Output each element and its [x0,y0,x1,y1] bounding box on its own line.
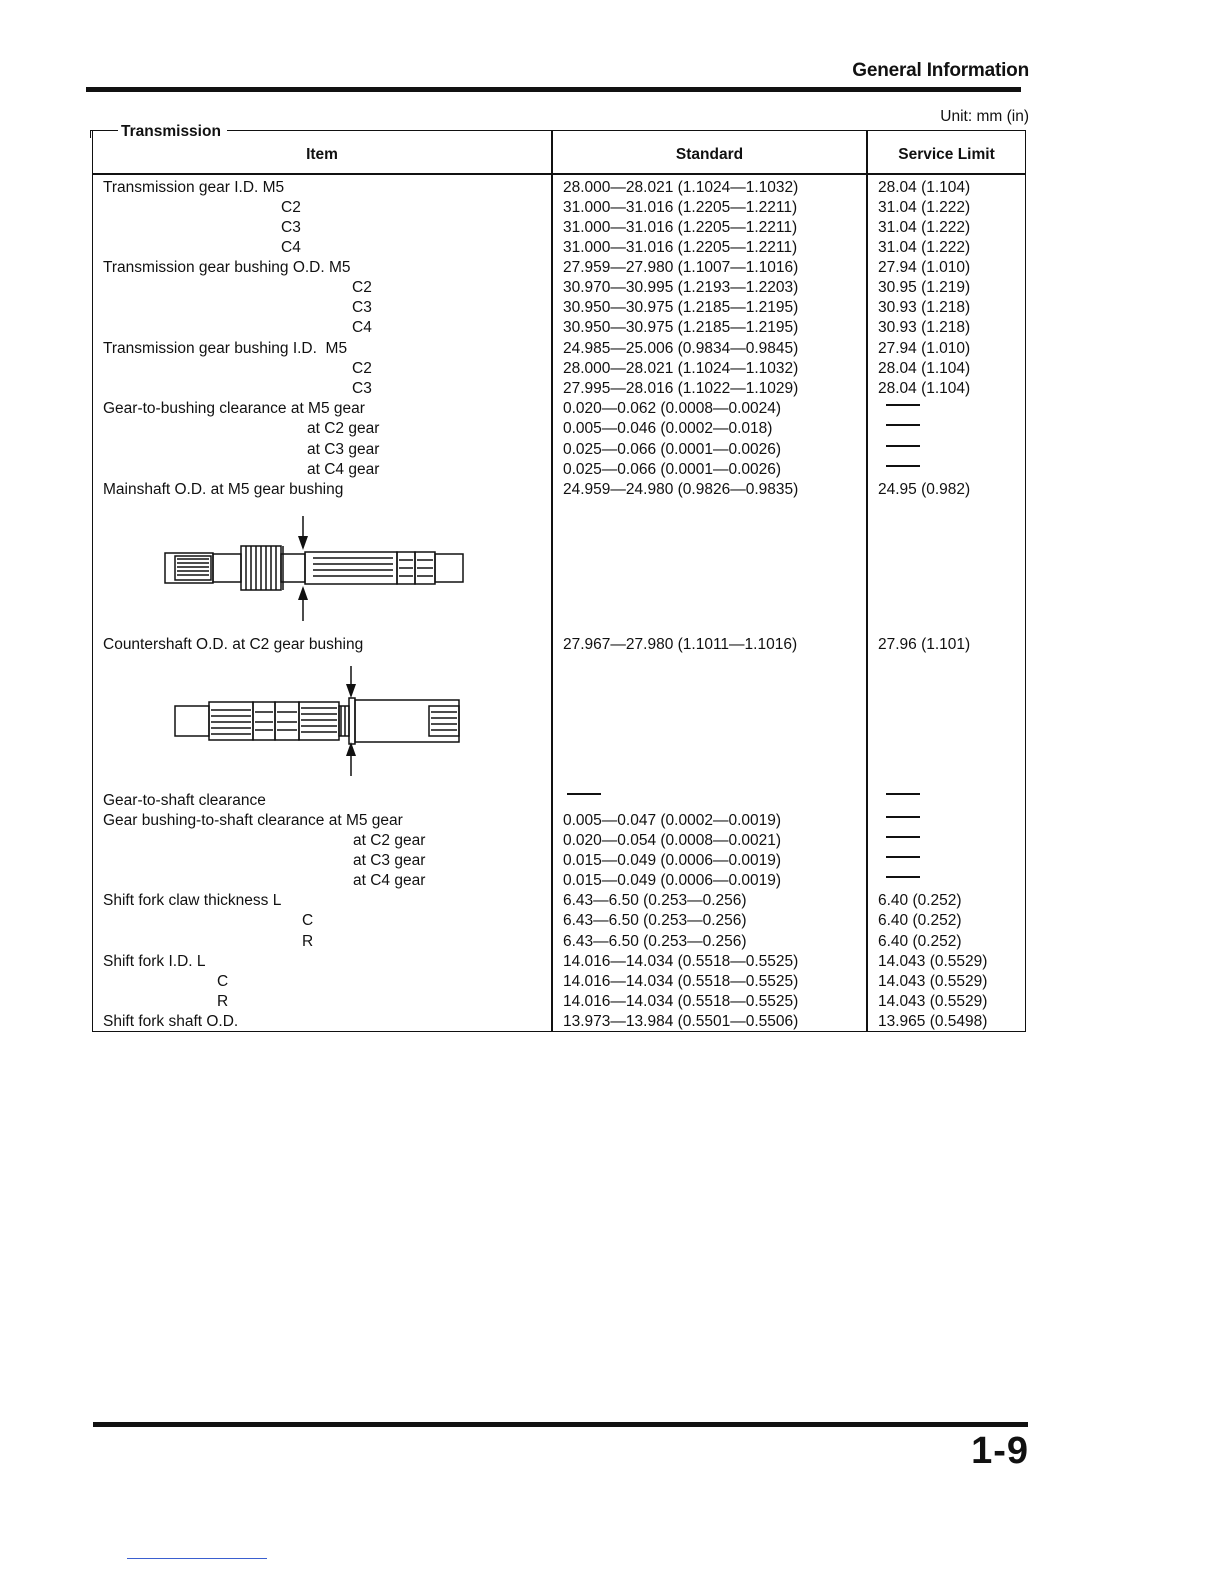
standard-value: 28.000—28.021 (1.1024—1.1032) [563,360,799,377]
service-limit-dash [886,856,920,858]
column-divider [551,131,553,1031]
item-label: Shift fork I.D. L [103,953,206,970]
footer-rule [93,1422,1028,1427]
service-limit-value: 28.04 (1.104) [878,360,971,377]
section-label: Transmission [118,123,227,141]
item-sub-label: C4 [352,319,372,336]
bottom-link-underline [127,1558,267,1559]
service-limit-value: 31.04 (1.222) [878,239,971,256]
column-header-standard: Standard [675,146,744,163]
page-number: 1-9 [971,1430,1029,1472]
standard-value: 6.43—6.50 (0.253—0.256) [563,933,747,950]
item-sub-label: R [217,993,229,1010]
item-label: Shift fork shaft O.D. [103,1013,239,1030]
standard-dash [567,793,601,795]
service-limit-value: 31.04 (1.222) [878,199,971,216]
service-limit-value: 28.04 (1.104) [878,179,971,196]
item-sub-label: at C2 gear [307,420,380,437]
column-header-service-limit: Service Limit [898,146,995,163]
service-limit-value: 31.04 (1.222) [878,219,971,236]
standard-value: 6.43—6.50 (0.253—0.256) [563,912,747,929]
item-label: Mainshaft O.D. at M5 gear bushing [103,481,344,498]
standard-value: 13.973—13.984 (0.5501—0.5506) [563,1013,799,1030]
standard-value: 30.970—30.995 (1.2193—1.2203) [563,279,799,296]
item-sub-label: C3 [352,299,372,316]
standard-value: 6.43—6.50 (0.253—0.256) [563,892,747,909]
service-limit-value: 13.965 (0.5498) [878,1013,988,1030]
item-sub-label: C3 [352,380,372,397]
item-sub-label: C3 [281,219,301,236]
standard-value: 30.950—30.975 (1.2185—1.2195) [563,299,799,316]
standard-value: 27.995—28.016 (1.1022—1.1029) [563,380,799,397]
spec-table [92,130,1026,1032]
service-limit-dash [886,445,920,447]
service-limit-dash [886,465,920,467]
standard-value: 27.959—27.980 (1.1007—1.1016) [563,259,799,276]
page-header-title: General Information [852,60,1029,81]
service-limit-value: 6.40 (0.252) [878,912,962,929]
standard-value: 14.016—14.034 (0.5518—0.5525) [563,953,799,970]
item-sub-label: C [217,973,229,990]
standard-value: 28.000—28.021 (1.1024—1.1032) [563,179,799,196]
standard-value: 14.016—14.034 (0.5518—0.5525) [563,973,799,990]
item-sub-label: at C3 gear [353,852,426,869]
item-sub-label: at C3 gear [307,441,380,458]
standard-value: 24.985—25.006 (0.9834—0.9845) [563,340,799,357]
service-limit-value: 28.04 (1.104) [878,380,971,397]
standard-value: 0.025—0.066 (0.0001—0.0026) [563,461,782,478]
standard-value: 30.950—30.975 (1.2185—1.2195) [563,319,799,336]
standard-value: 0.020—0.062 (0.0008—0.0024) [563,400,782,417]
item-sub-label: at C4 gear [307,461,380,478]
standard-value: 31.000—31.016 (1.2205—1.2211) [563,219,798,236]
service-limit-value: 6.40 (0.252) [878,892,962,909]
standard-value: 0.005—0.047 (0.0002—0.0019) [563,812,782,829]
standard-value: 0.005—0.046 (0.0002—0.018) [563,420,773,437]
service-limit-value: 14.043 (0.5529) [878,953,988,970]
service-limit-dash [886,876,920,878]
service-limit-value: 30.93 (1.218) [878,299,971,316]
header-divider [93,173,1025,175]
standard-value: 14.016—14.034 (0.5518—0.5525) [563,993,799,1010]
item-label: Transmission gear bushing I.D. M5 [103,340,348,357]
standard-value: 0.015—0.049 (0.0006—0.0019) [563,852,782,869]
standard-value: 24.959—24.980 (0.9826—0.9835) [563,481,799,498]
service-limit-value: 27.94 (1.010) [878,259,971,276]
column-header-item: Item [306,146,338,163]
service-limit-value: 27.96 (1.101) [878,636,971,653]
column-divider [866,131,868,1031]
item-label: Transmission gear bushing O.D. M5 [103,259,351,276]
item-sub-label: at C2 gear [353,832,426,849]
item-label: Countershaft O.D. at C2 gear bushing [103,636,364,653]
item-sub-label: R [302,933,314,950]
service-limit-value: 14.043 (0.5529) [878,993,988,1010]
item-label: Gear-to-bushing clearance at M5 gear [103,400,365,417]
service-limit-value: 30.93 (1.218) [878,319,971,336]
item-sub-label: C4 [281,239,301,256]
item-label: Transmission gear I.D. M5 [103,179,285,196]
item-sub-label: at C4 gear [353,872,426,889]
unit-label: Unit: mm (in) [940,108,1029,125]
section-tick [90,130,91,138]
item-sub-label: C2 [281,199,301,216]
item-sub-label: C2 [352,360,372,377]
service-limit-dash [886,793,920,795]
service-limit-dash [886,816,920,818]
item-sub-label: C [302,912,314,929]
item-label: Shift fork claw thickness L [103,892,282,909]
service-limit-dash [886,404,920,406]
service-limit-value: 30.95 (1.219) [878,279,971,296]
service-limit-value: 14.043 (0.5529) [878,973,988,990]
standard-value: 0.020—0.054 (0.0008—0.0021) [563,832,782,849]
standard-value: 0.025—0.066 (0.0001—0.0026) [563,441,782,458]
mainshaft-diagram [163,516,468,626]
service-limit-value: 27.94 (1.010) [878,340,971,357]
service-limit-value: 6.40 (0.252) [878,933,962,950]
item-label: Gear-to-shaft clearance [103,792,266,809]
standard-value: 0.015—0.049 (0.0006—0.0019) [563,872,782,889]
item-sub-label: C2 [352,279,372,296]
service-limit-dash [886,836,920,838]
countershaft-diagram [173,666,473,781]
standard-value: 27.967—27.980 (1.1011—1.1016) [563,636,798,653]
standard-value: 31.000—31.016 (1.2205—1.2211) [563,199,798,216]
standard-value: 31.000—31.016 (1.2205—1.2211) [563,239,798,256]
service-limit-dash [886,424,920,426]
item-label: Gear bushing-to-shaft clearance at M5 gear [103,812,403,829]
service-limit-value: 24.95 (0.982) [878,481,971,498]
header-rule [86,87,1021,92]
